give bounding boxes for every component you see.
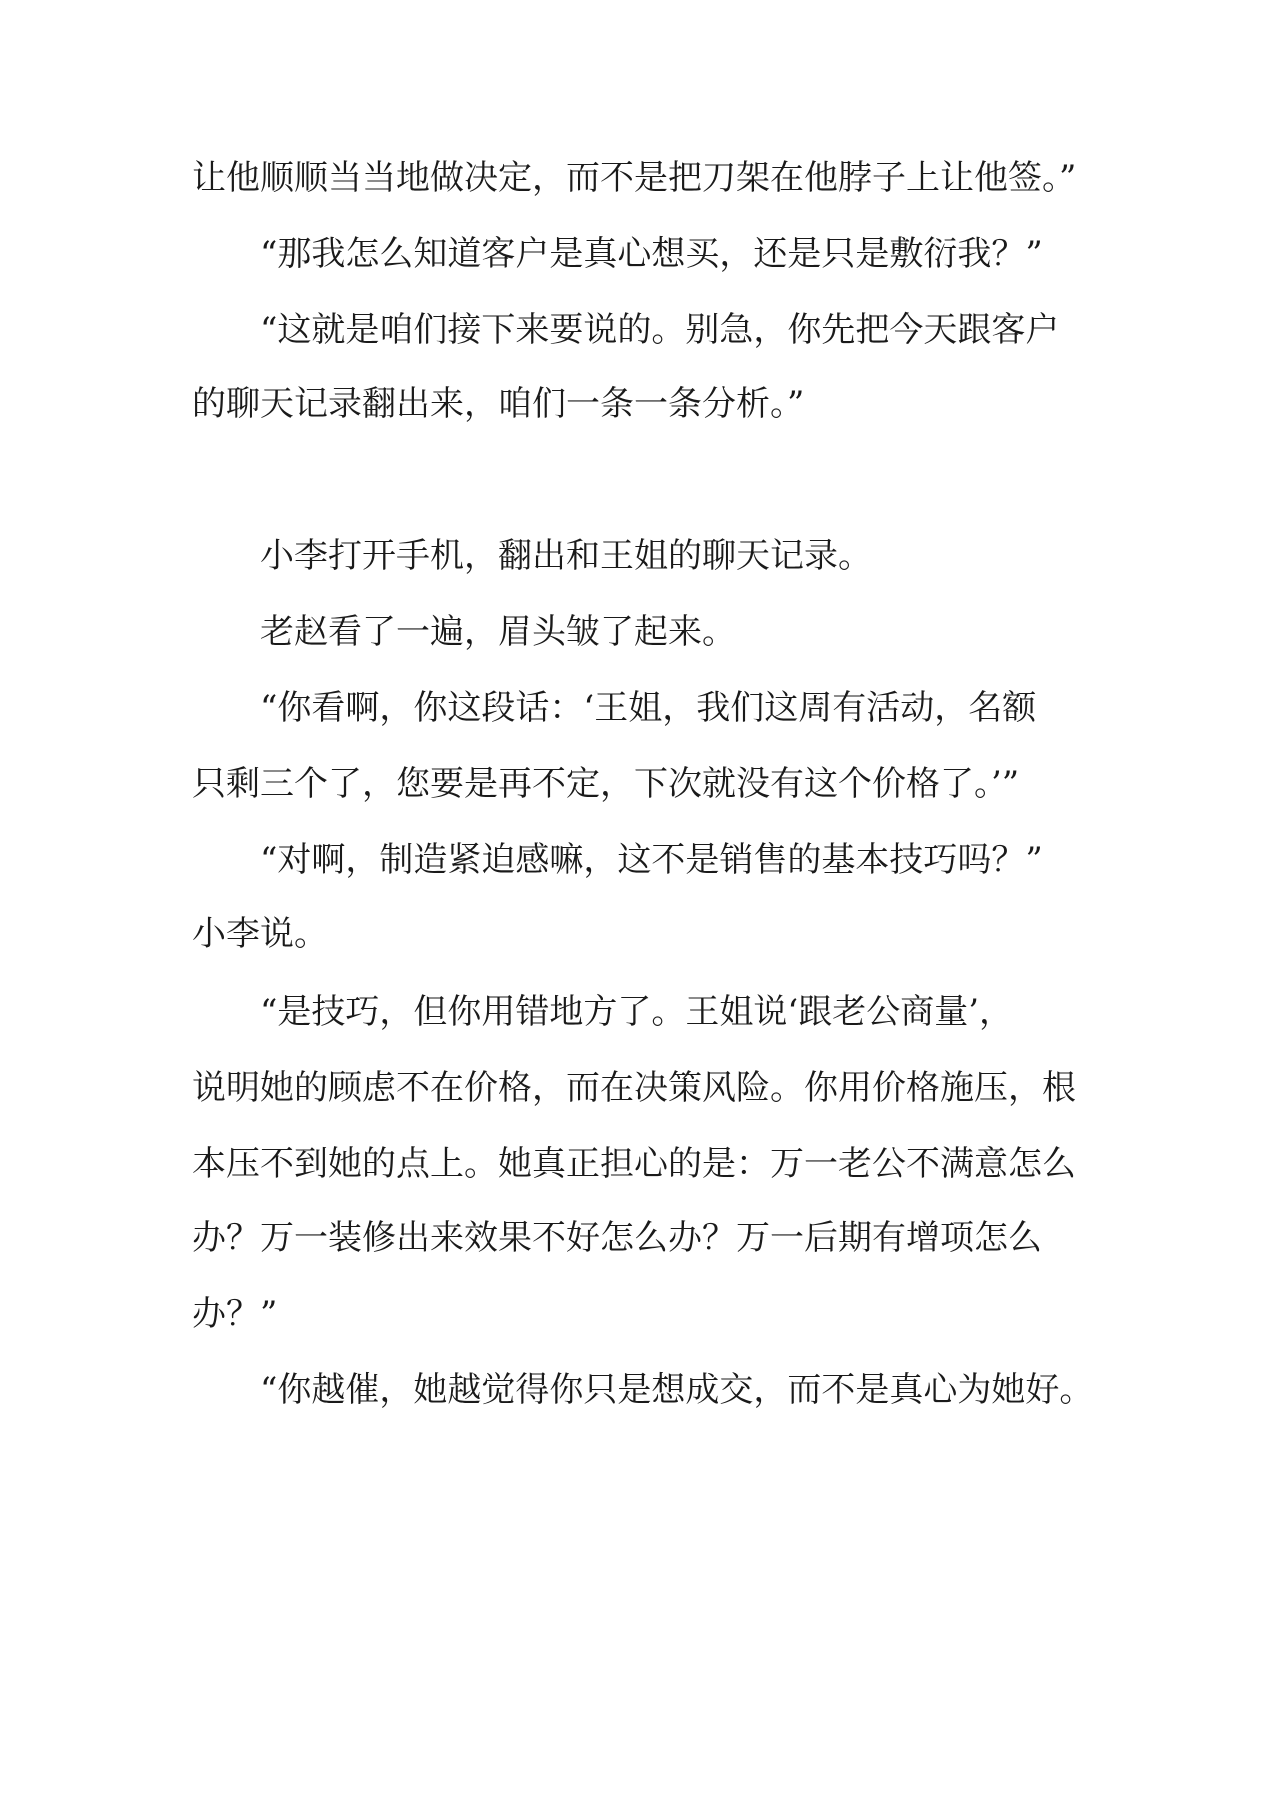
paragraph-line: 办？万一装修出来效果不好怎么办？万一后期有增项怎么	[192, 1218, 1042, 1258]
paragraph-line: 老赵看了一遍，眉头皱了起来。	[260, 612, 736, 652]
paragraph-line: “这就是咱们接下来要说的。别急，你先把今天跟客户	[260, 310, 1060, 350]
paragraph-line: 让他顺顺当当地做决定，而不是把刀架在他脖子上让他签。”	[192, 158, 1077, 198]
paragraph-line: 说明她的顾虑不在价格，而在决策风险。你用价格施压，根	[192, 1068, 1076, 1108]
paragraph-line: 小李说。	[192, 914, 328, 954]
paragraph-line: 办？”	[192, 1294, 278, 1334]
paragraph-line: 只剩三个了，您要是再不定，下次就没有这个价格了。’”	[192, 764, 1020, 804]
paragraph-line: “是技巧，但你用错地方了。王姐说‘跟老公商量’，	[260, 992, 1013, 1032]
paragraph-line: 的聊天记录翻出来，咱们一条一条分析。”	[192, 384, 805, 424]
paragraph-line: “对啊，制造紧迫感嘛，这不是销售的基本技巧吗？”	[260, 840, 1043, 880]
paragraph-line: “你越催，她越觉得你只是想成交，而不是真心为她好。	[260, 1370, 1094, 1410]
paragraph-line: 小李打开手机，翻出和王姐的聊天记录。	[260, 536, 872, 576]
paragraph-line: 本压不到她的点上。她真正担心的是：万一老公不满意怎么	[192, 1144, 1076, 1184]
paragraph-line: “那我怎么知道客户是真心想买，还是只是敷衍我？”	[260, 234, 1043, 274]
paragraph-line: “你看啊，你这段话：‘王姐，我们这周有活动，名额	[260, 688, 1037, 728]
